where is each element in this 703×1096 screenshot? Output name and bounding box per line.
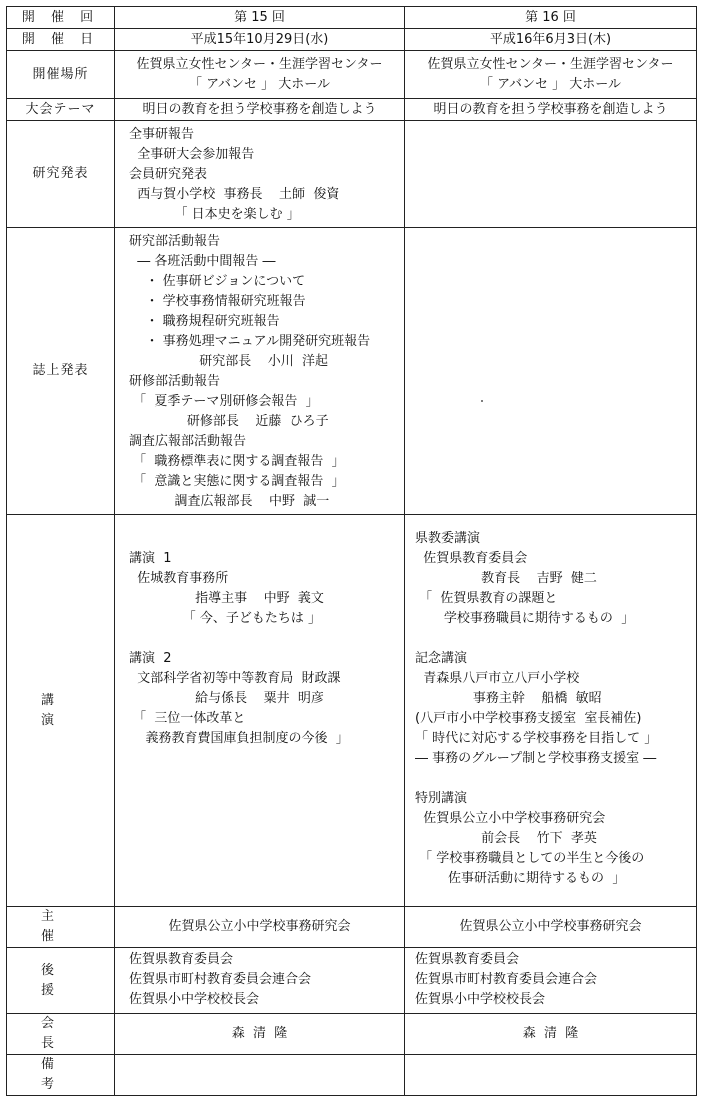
research-line: 全事研大会参加報告: [129, 147, 255, 162]
lecture-line: 講演 1: [129, 551, 172, 566]
row-host: [7, 907, 697, 948]
journal-line: ― 各班活動中間報告 ―: [129, 254, 276, 269]
lecture-16: [405, 515, 697, 907]
label-theme: 大会テーマ: [7, 99, 115, 121]
row-round: [7, 7, 697, 29]
lecture-line: 義務教育費国庫負担制度の今後 」: [129, 731, 349, 746]
lecture-line: 文部科学省初等中等教育局 財政課: [129, 671, 341, 686]
row-research: [7, 121, 697, 228]
journal-line: ・ 事務処理マニュアル開発研究班報告: [129, 334, 371, 349]
journal-line: 調査広報部活動報告: [129, 434, 247, 449]
lecture-line: 佐賀県教育委員会: [415, 551, 528, 566]
row-lecture: [7, 515, 697, 907]
row-support: [7, 948, 697, 1014]
lecture-line: (八戸市小中学校事務支援室 室長補佐): [415, 711, 642, 726]
label-research: 研究発表: [7, 121, 115, 228]
lecture-line: 佐事研活動に期待するもの 」: [415, 871, 626, 886]
label-president: 会 長: [7, 1014, 115, 1055]
research-line: 西与賀小学校 事務長 土師 俊資: [129, 187, 340, 202]
lecture-line: [415, 629, 696, 649]
support-line: 佐賀県小中学校校長会: [415, 992, 546, 1007]
label-host: 主 催: [7, 907, 115, 948]
lecture-line: ― 事務のグループ制と学校事務支援室 ―: [415, 751, 657, 766]
venue-15-line1: 佐賀県立女性センター・生涯学習センター: [136, 56, 383, 72]
host-16: 佐賀県公立小中学校事務研究会: [405, 907, 697, 948]
lecture-line: 「 今、子どもたちは 」: [129, 611, 321, 626]
round-16: 第 16 回: [405, 7, 697, 29]
label-date: 開 催 日: [7, 29, 115, 51]
venue-16-line1: 佐賀県立女性センター・生涯学習センター: [427, 56, 674, 72]
journal-line: 調査広報部長 中野 誠一: [129, 494, 330, 509]
lecture-line: 指導主事 中野 義文: [129, 591, 324, 606]
remarks-16: [405, 1055, 697, 1096]
support-line: 佐賀県教育委員会: [415, 952, 520, 967]
lecture-line: 給与係長 粟井 明彦: [129, 691, 324, 706]
journal-line: 研究部長 小川 洋起: [129, 354, 329, 369]
lecture-line: 教育長 吉野 健二: [415, 571, 597, 586]
label-remarks: 備 考: [7, 1055, 115, 1096]
support-line: 佐賀県市町村教育委員会連合会: [129, 972, 312, 987]
research-line: 全事研報告: [129, 127, 195, 142]
journal-line: 「 意識と実態に関する調査報告 」: [129, 474, 345, 489]
row-venue: [7, 51, 697, 99]
lecture-line: 「 時代に対応する学校事務を目指して 」: [415, 731, 658, 746]
label-support: 後 援: [7, 948, 115, 1014]
journal-15: [115, 228, 405, 515]
president-15: 森 清 隆: [115, 1014, 405, 1055]
round-15: 第 15 回: [115, 7, 405, 29]
row-journal: [7, 228, 697, 515]
support-line: 佐賀県市町村教育委員会連合会: [415, 972, 598, 987]
journal-line: 研究部活動報告: [129, 234, 221, 249]
support-15: [115, 948, 405, 1014]
lecture-line: 「 三位一体改革と: [129, 711, 246, 726]
support-line: 佐賀県教育委員会: [129, 952, 234, 967]
label-lecture: 講 演: [7, 515, 115, 907]
lecture-15: [115, 515, 405, 907]
research-15: [115, 121, 405, 228]
president-16: 森 清 隆: [405, 1014, 697, 1055]
label-venue: 開催場所: [7, 51, 115, 99]
venue-16-line2: 「 アバンセ 」 大ホール: [479, 76, 622, 92]
remarks-15: [115, 1055, 405, 1096]
speck-mark: [481, 400, 483, 402]
journal-line: ・ 佐事研ビジョンについて: [129, 274, 306, 289]
support-16: [405, 948, 697, 1014]
lecture-line: 講演 2: [129, 651, 172, 666]
theme-15: 明日の教育を担う学校事務を創造しよう: [115, 99, 405, 121]
venue-16: [405, 51, 697, 99]
lecture-line: [415, 769, 696, 789]
row-remarks: [7, 1055, 697, 1096]
research-line: 会員研究発表: [129, 167, 208, 182]
journal-line: ・ 学校事務情報研究班報告: [129, 294, 306, 309]
label-journal: 誌上発表: [7, 228, 115, 515]
lecture-line: 県教委講演: [415, 531, 481, 546]
host-15: 佐賀県公立小中学校事務研究会: [115, 907, 405, 948]
journal-line: 研修部長 近藤 ひろ子: [129, 414, 329, 429]
lecture-line: 特別講演: [415, 791, 468, 806]
lecture-line: [129, 629, 404, 649]
lecture-line: 記念講演: [415, 651, 468, 666]
lecture-line: 「 学校事務職員としての半生と今後の: [415, 851, 645, 866]
lecture-line: 佐城教育事務所: [129, 571, 229, 586]
row-president: [7, 1014, 697, 1055]
lecture-line: 青森県八戸市立八戸小学校: [415, 671, 580, 686]
row-date: [7, 29, 697, 51]
lecture-line: 佐賀県公立小中学校事務研究会: [415, 811, 606, 826]
label-round: 開 催 回: [7, 7, 115, 29]
journal-line: 「 夏季テーマ別研修会報告 」: [129, 394, 319, 409]
support-line: 佐賀県小中学校校長会: [129, 992, 260, 1007]
venue-15: [115, 51, 405, 99]
date-16: 平成16年6月3日(木): [405, 29, 697, 51]
lecture-line: 前会長 竹下 孝英: [415, 831, 597, 846]
research-16: [405, 121, 697, 228]
conference-table: [6, 6, 697, 1096]
venue-15-line2: 「 アバンセ 」 大ホール: [188, 76, 331, 92]
lecture-line: 学校事務職員に期待するもの 」: [415, 611, 635, 626]
lecture-line: 事務主幹 船橋 敏昭: [415, 691, 602, 706]
row-theme: [7, 99, 697, 121]
theme-16: 明日の教育を担う学校事務を創造しよう: [405, 99, 697, 121]
journal-line: 「 職務標準表に関する調査報告 」: [129, 454, 345, 469]
research-line: 「 日本史を楽しむ 」: [129, 207, 300, 222]
date-15: 平成15年10月29日(水): [115, 29, 405, 51]
journal-line: ・ 職務規程研究班報告: [129, 314, 280, 329]
journal-line: 研修部活動報告: [129, 374, 221, 389]
lecture-line: 「 佐賀県教育の課題と: [415, 591, 558, 606]
journal-16: [405, 228, 697, 515]
